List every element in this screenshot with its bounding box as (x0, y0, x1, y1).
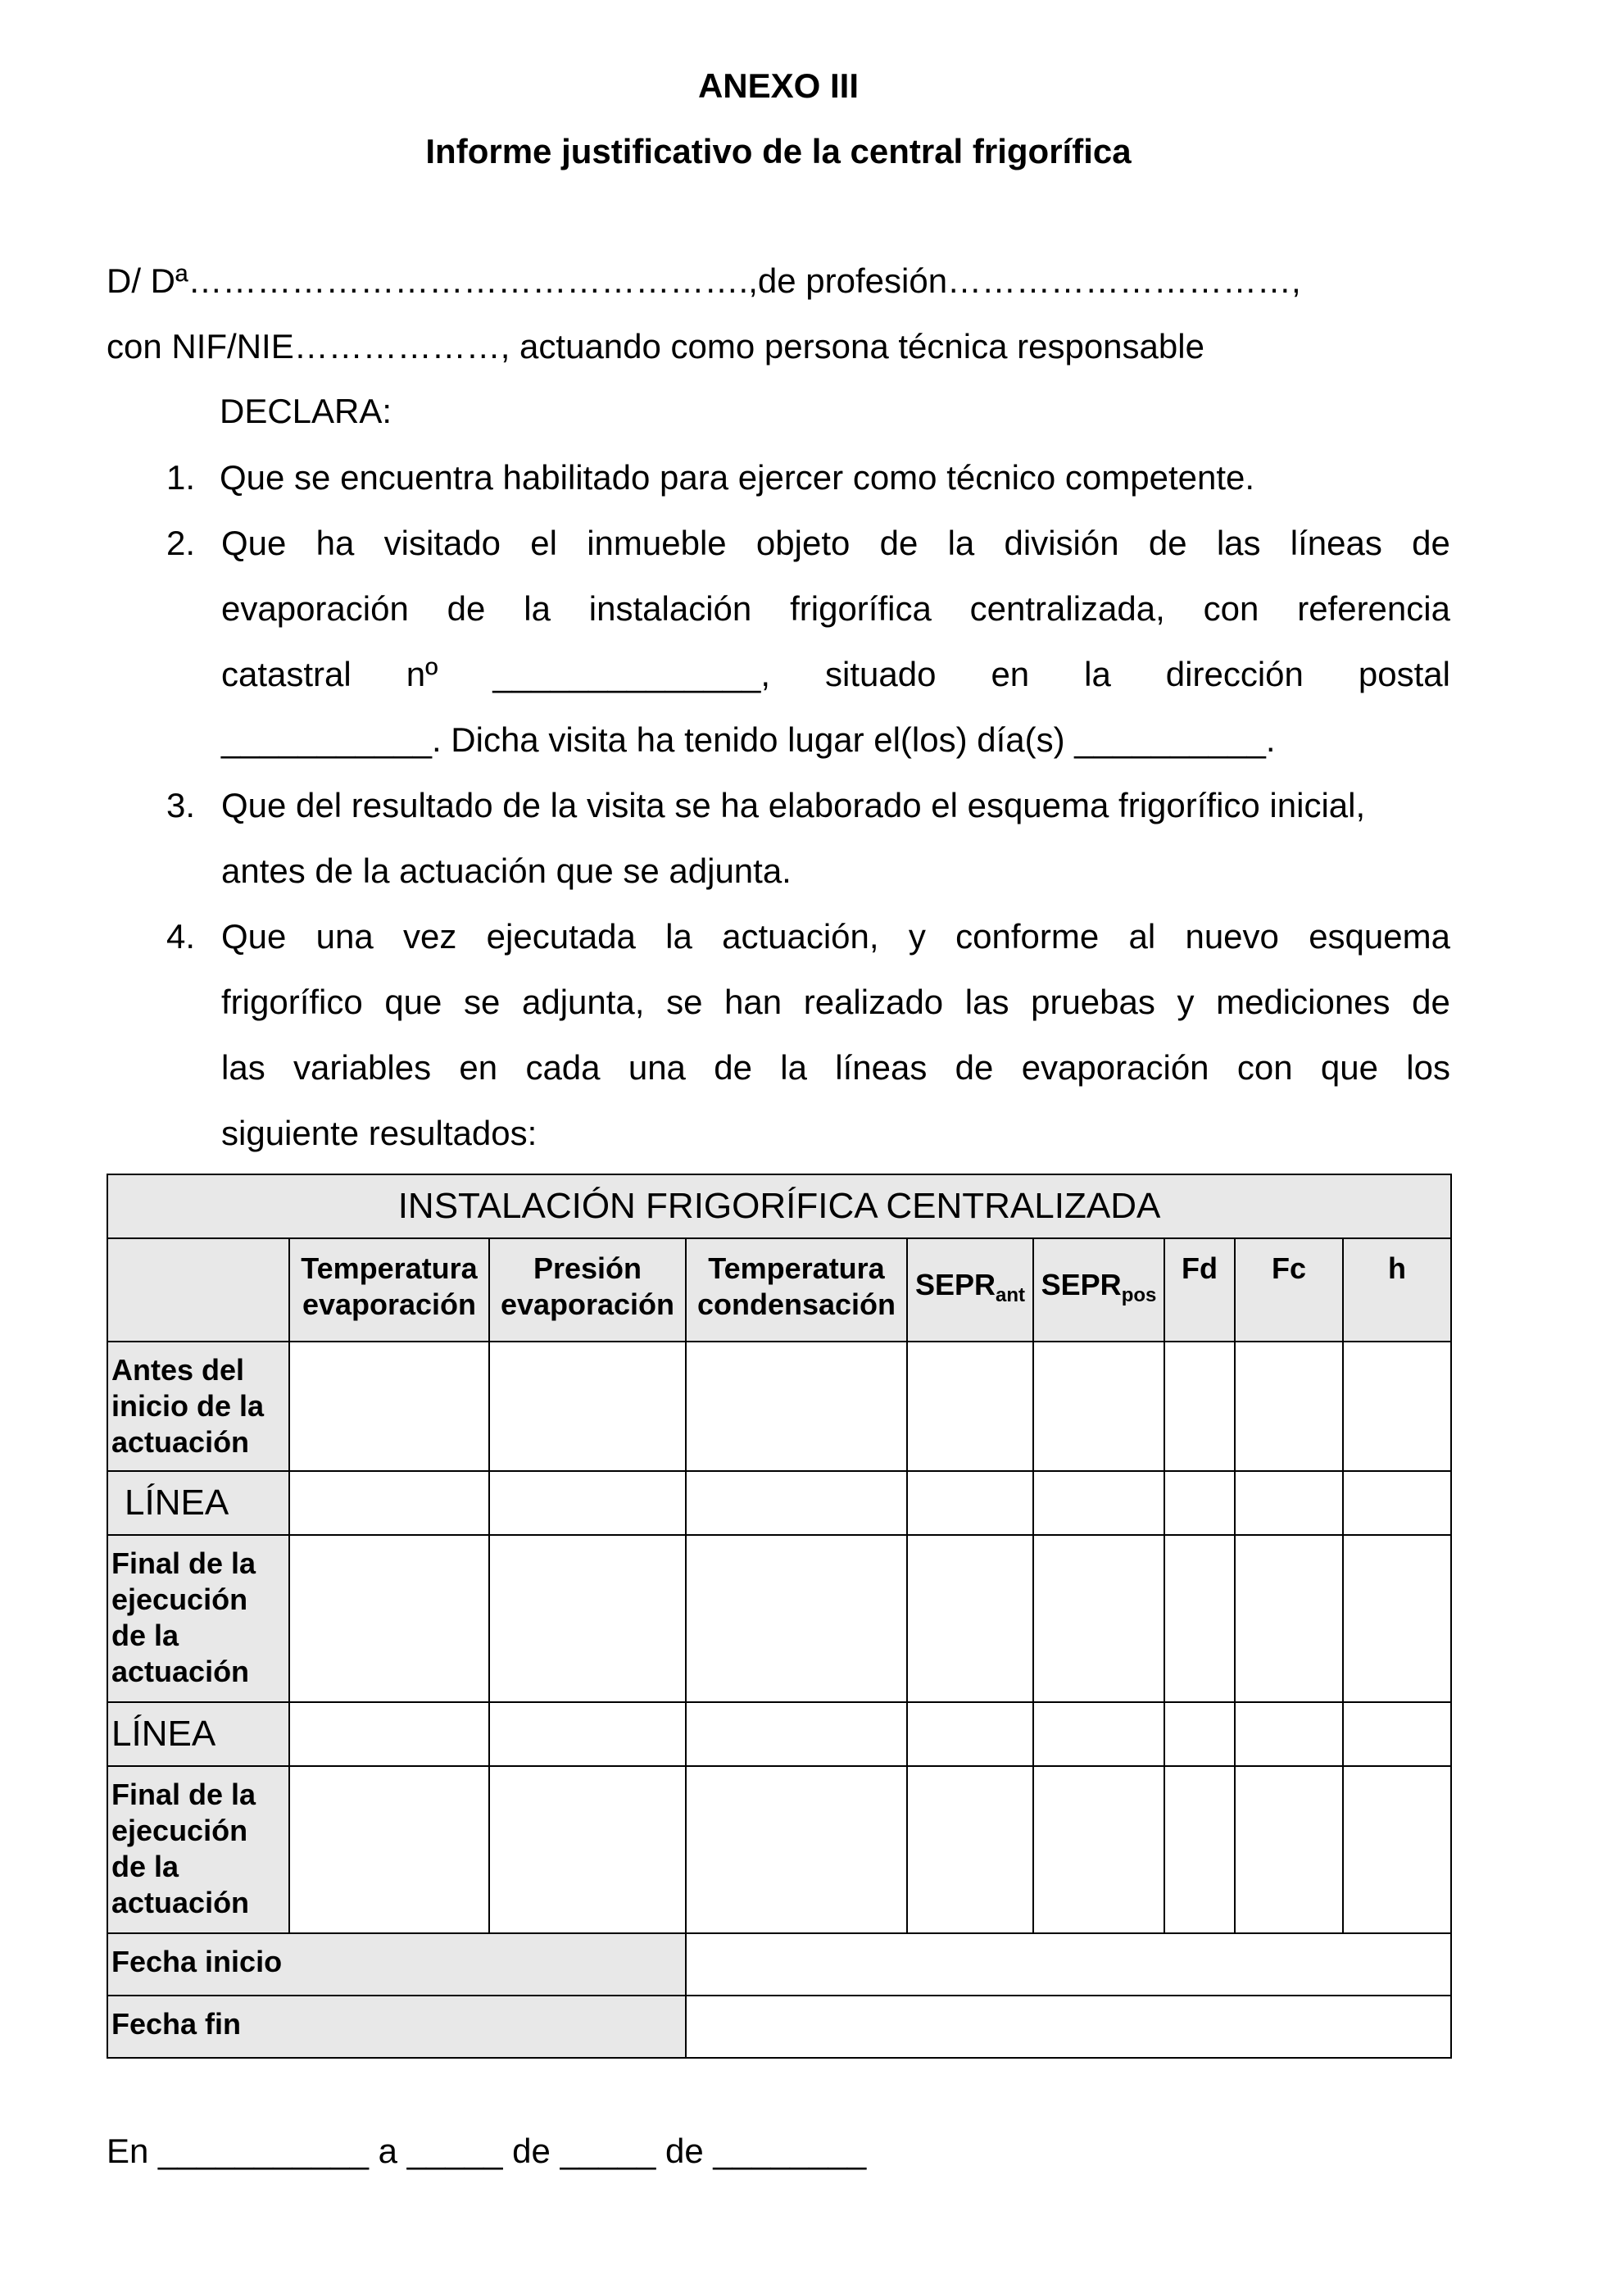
results-table (107, 1174, 1452, 2059)
word: de (1148, 524, 1187, 562)
table-cell[interactable] (686, 1702, 907, 1766)
row-final-1-label: Final de la ejecución de la actuación (107, 1535, 289, 1702)
word: evaporación (221, 589, 409, 628)
table-cell[interactable] (289, 1766, 489, 1933)
word: cada (525, 1048, 601, 1087)
word: que (1320, 1048, 1378, 1087)
year-blank: ________ (713, 2132, 867, 2170)
word: que (384, 983, 442, 1021)
word: visitado (383, 524, 501, 562)
table-cell[interactable] (1033, 1342, 1164, 1471)
table-cell[interactable] (289, 1535, 489, 1702)
en-label: En (107, 2132, 149, 2170)
table-cell[interactable] (489, 1342, 686, 1471)
word: postal (1358, 655, 1450, 693)
table-cell[interactable] (686, 1535, 907, 1702)
table-cell[interactable] (686, 1471, 907, 1535)
table-cell[interactable] (1235, 1766, 1343, 1933)
col-h: h (1343, 1238, 1451, 1342)
word: adjunta, (521, 983, 645, 1021)
item-3-line-2: antes de la actuación que se adjunta. (221, 851, 792, 890)
word: dirección (1165, 655, 1304, 693)
table-row (107, 1933, 1451, 1996)
table-cell[interactable] (1164, 1535, 1235, 1702)
item-1-number: 1. (166, 458, 195, 497)
word: catastral (221, 655, 352, 693)
word: la (665, 917, 692, 956)
word: Que (221, 524, 287, 562)
word: esquema (1309, 917, 1450, 956)
de-label-1: de (512, 2132, 551, 2170)
row-final-2-label: Final de la ejecución de la actuación (107, 1766, 289, 1933)
row-linea-1-label: LÍNEA (107, 1471, 289, 1535)
table-cell[interactable] (1164, 1702, 1235, 1766)
item-2-line-1 (221, 526, 1450, 561)
word: de (1412, 524, 1450, 562)
table-row (107, 1535, 1451, 1702)
a-label: a (378, 2132, 398, 2170)
word: mediciones (1216, 983, 1390, 1021)
table-cell[interactable] (289, 1702, 489, 1766)
table-row (107, 1996, 1451, 2058)
fecha-fin-field[interactable] (686, 1996, 1451, 2058)
word: con (1236, 1048, 1293, 1087)
fecha-inicio-field[interactable] (686, 1933, 1451, 1996)
item-2-number: 2. (166, 524, 195, 562)
fecha-fin-label: Fecha fin (107, 1996, 686, 2058)
table-cell[interactable] (289, 1471, 489, 1535)
row-antes-label: Antes del inicio de la actuación (107, 1342, 289, 1471)
table-cell[interactable] (1164, 1342, 1235, 1471)
table-cell[interactable] (907, 1342, 1033, 1471)
declarant-nif-line: con NIF/NIE………………, actuando como persona técnica responsable (107, 327, 1204, 366)
word: el (530, 524, 557, 562)
table-cell[interactable] (1343, 1766, 1451, 1933)
table-cell[interactable] (1235, 1342, 1343, 1471)
signature-line (107, 2134, 866, 2168)
item-2-line-2 (221, 589, 1450, 628)
table-cell[interactable] (1235, 1702, 1343, 1766)
word: en (991, 655, 1030, 693)
table-row (107, 1342, 1451, 1471)
word: y (908, 917, 926, 956)
table-cell[interactable] (489, 1766, 686, 1933)
table-cell[interactable] (1033, 1766, 1164, 1933)
word: se (666, 983, 703, 1021)
table-cell[interactable] (1164, 1471, 1235, 1535)
word: actuación, (722, 917, 879, 956)
table-cell[interactable] (686, 1766, 907, 1933)
word: pruebas (1031, 983, 1155, 1021)
word: la (524, 589, 551, 628)
declara-label: DECLARA: (220, 392, 392, 430)
word: la (780, 1048, 807, 1087)
word: Que (221, 917, 287, 956)
document-title: Informe justificativo de la central frigorífica (425, 132, 1132, 170)
table-cell[interactable] (289, 1342, 489, 1471)
table-cell[interactable] (1343, 1342, 1451, 1471)
place-blank: ___________ (158, 2132, 369, 2170)
table-cell[interactable] (1343, 1471, 1451, 1535)
word: han (724, 983, 783, 1021)
table-cell[interactable] (1235, 1535, 1343, 1702)
header-corner (107, 1238, 289, 1342)
table-cell[interactable] (489, 1471, 686, 1535)
word: instalación (588, 589, 752, 628)
word: las (964, 983, 1009, 1021)
word: de (714, 1048, 752, 1087)
table-cell[interactable] (1033, 1471, 1164, 1535)
word: líneas (835, 1048, 928, 1087)
word: las (1216, 524, 1261, 562)
item-3-number: 3. (166, 786, 195, 824)
word: al (1128, 917, 1156, 956)
table-cell[interactable] (1033, 1702, 1164, 1766)
table-cell[interactable] (907, 1702, 1033, 1766)
word: una (628, 1048, 686, 1087)
word: en (459, 1048, 498, 1087)
word: centralizada, (969, 589, 1165, 628)
word: evaporación (1021, 1048, 1209, 1087)
word: vez (403, 917, 457, 956)
day-blank: _____ (406, 2132, 503, 2170)
word: se (464, 983, 501, 1021)
table-cell[interactable] (1343, 1535, 1451, 1702)
word: y (1177, 983, 1195, 1021)
table-title: INSTALACIÓN FRIGORÍFICA CENTRALIZADA (107, 1174, 1451, 1238)
cadastral-blank: ______________, (492, 655, 771, 693)
table-cell[interactable] (1343, 1702, 1451, 1766)
row-linea-2-label: LÍNEA (107, 1702, 289, 1766)
table-row (107, 1471, 1451, 1535)
table-cell[interactable] (1033, 1535, 1164, 1702)
annex-title: ANEXO III (697, 66, 860, 105)
item-2-line-3 (221, 657, 1450, 692)
word: división (1004, 524, 1119, 562)
item-1-text: Que se encuentra habilitado para ejercer como técnico competente. (220, 458, 1255, 497)
word: con (1203, 589, 1259, 628)
item-4-line-3 (221, 1048, 1450, 1087)
item-4-number: 4. (166, 917, 195, 956)
de-label-2: de (665, 2132, 704, 2170)
table-cell[interactable] (489, 1702, 686, 1766)
item-3-line-1: Que del resultado de la visita se ha elaborado el esquema frigorífico inicial, (221, 786, 1366, 824)
col-sepr-pos: $SEPR_{pos}$ (1033, 1238, 1164, 1342)
word: ejecutada (486, 917, 636, 956)
word: inmueble (587, 524, 727, 562)
word: ha (315, 524, 355, 562)
table-cell[interactable] (489, 1535, 686, 1702)
col-temp-evaporacion: Temperatura evaporación (289, 1238, 489, 1342)
word: los (1406, 1048, 1450, 1087)
word: variables (293, 1048, 432, 1087)
word: líneas (1290, 524, 1382, 562)
col-presion-evaporacion: Presión evaporación (489, 1238, 686, 1342)
word: frigorífica (790, 589, 932, 628)
word: situado (825, 655, 937, 693)
table-cell[interactable] (907, 1766, 1033, 1933)
word: objeto (755, 524, 851, 562)
word: de (879, 524, 919, 562)
month-blank: _____ (560, 2132, 656, 2170)
col-fc: Fc (1235, 1238, 1343, 1342)
col-fd: Fd (1164, 1238, 1235, 1342)
table-cell[interactable] (1164, 1766, 1235, 1933)
item-4-line-4: siguiente resultados: (221, 1114, 538, 1152)
table-cell[interactable] (1235, 1471, 1343, 1535)
table-row (107, 1702, 1451, 1766)
word: una (315, 917, 374, 956)
word: de (955, 1048, 994, 1087)
word: realizado (803, 983, 944, 1021)
word: conforme (955, 917, 1100, 956)
word: las (221, 1048, 265, 1087)
word: nº (406, 655, 438, 693)
table-cell[interactable] (686, 1342, 907, 1471)
item-4-line-2 (221, 985, 1450, 1019)
col-temp-condensacion: Temperatura condensación (686, 1238, 907, 1342)
table-cell[interactable] (907, 1471, 1033, 1535)
word: de (1412, 983, 1450, 1021)
fecha-inicio-label: Fecha inicio (107, 1933, 686, 1996)
table-row (107, 1766, 1451, 1933)
word: la (1084, 655, 1111, 693)
table-cell[interactable] (907, 1535, 1033, 1702)
word: de (447, 589, 486, 628)
item-4-line-1 (221, 917, 1450, 956)
word: referencia (1297, 589, 1450, 628)
item-2-line-4: ___________. Dicha visita ha tenido lugar el(los) día(s) __________. (221, 720, 1276, 759)
col-sepr-ant: $SEPR_{ant}$ (907, 1238, 1033, 1342)
word: nuevo (1185, 917, 1279, 956)
word: la (947, 524, 975, 562)
declarant-name-line: D/ Dª………………………………………….,de profesión…………………………, (107, 261, 1301, 300)
word: frigorífico (221, 983, 363, 1021)
